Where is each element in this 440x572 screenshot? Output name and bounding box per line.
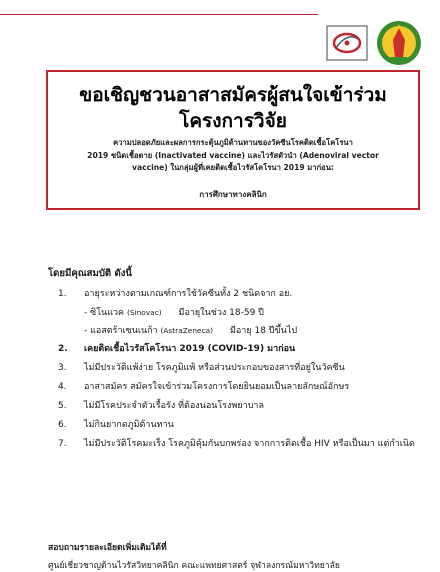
- list-item: [48, 418, 418, 432]
- vaccine-sinovac: [48, 306, 418, 320]
- item-number: 6.: [58, 420, 67, 430]
- item-number: 4.: [58, 382, 67, 392]
- item-number: 1.: [58, 289, 67, 299]
- study-type: การศึกษาทางคลินิก: [199, 190, 267, 199]
- item-text: เคยติดเชื้อไวรัสโคโรนา 2019 (COVID-19) มาก่อน: [84, 344, 296, 354]
- list-item: [48, 287, 418, 301]
- item-text: ไม่กินยากดภูมิต้านทาน: [84, 420, 174, 430]
- contact-heading: สอบถามรายละเอียดเพิ่มเติมได้ที่: [48, 543, 167, 553]
- list-item: [48, 361, 418, 375]
- item-text: อายุระหว่างตามเกณฑ์การใช้วัคซีนทั้ง 2 ชนิดจาก อย.: [84, 289, 293, 299]
- contact-section: [48, 540, 428, 572]
- list-item: [48, 437, 418, 451]
- list-item: [48, 380, 418, 394]
- vaccine-name: - แอสตร้าเซนเนก้า: [84, 326, 158, 336]
- vaccine-astrazeneca: [48, 324, 418, 338]
- list-item: [48, 342, 418, 356]
- vaccine-brand: (Sinovac): [126, 308, 162, 317]
- qualifications-heading: โดยมีคุณสมบัติ ดังนี้: [48, 268, 132, 279]
- qualifications-section: [48, 266, 418, 456]
- invitation-title: ขอเชิญชวนอาสาสมัครผู้สนใจเข้าร่วม: [79, 84, 387, 106]
- project-title: โครงการวิจัย: [179, 110, 287, 132]
- item-text: ไม่มีประวัติโรคมะเร็ง โรคภูมิคุ้มกันบกพร่อง จากการติดเชื้อ HIV หรือเป็นมา แต่กำเนิด: [84, 439, 415, 449]
- list-item: [48, 399, 418, 413]
- university-seal-logo: [376, 18, 422, 68]
- invitation-box: [46, 70, 420, 210]
- vaccine-age: มีอายุ 18 ปีขึ้นไป: [229, 326, 298, 336]
- vaccine-name: - ซิโนแวค: [84, 308, 125, 318]
- study-description: [54, 137, 412, 175]
- contact-organization: ศูนย์เชี่ยวชาญด้านไวรัสวิทยาคลินิก คณะแพทยศาสตร์ จุฬาลงกรณ์มหาวิทยาลัย: [48, 561, 340, 571]
- item-number: 5.: [58, 401, 67, 411]
- item-text: ไม่มีโรคประจำตัวเรื้อรัง ที่ต้องนอนโรงพยาบาล: [84, 401, 264, 411]
- item-text: อาสาสมัคร สมัครใจเข้าร่วมโครงการโดยยินยอมเป็นลายลักษณ์อักษร: [84, 382, 350, 392]
- faculty-logo: [324, 22, 370, 64]
- item-text: ไม่มีประวัติแพ้ง่าย โรคภูมิแพ้ หรือส่วนประกอบของสารที่อยู่ในวัคซีน: [84, 363, 345, 373]
- study-description-line: vaccine) ในกลุ่มผู้ที่เคยติดเชื้อไวรัสโคโรนา 2019 มาก่อน:: [132, 163, 334, 172]
- item-number: 7.: [58, 439, 67, 449]
- item-number: 2.: [58, 344, 68, 354]
- study-description-line: 2019 ชนิดเชื้อตาย (Inactivated vaccine) และไวรัสตัวนำ (Adenoviral vector: [87, 150, 379, 160]
- vaccine-age: มีอายุในช่วง 18-59 ปี: [178, 308, 264, 318]
- item-number: 3.: [58, 363, 67, 373]
- header-rule: [0, 14, 318, 15]
- vaccine-brand: (AstraZeneca): [160, 326, 214, 335]
- study-description-line: ความปลอดภัยและผลการกระตุ้นภูมิต้านทานของวัคซีนโรคติดเชื้อโคโรนา: [113, 138, 353, 147]
